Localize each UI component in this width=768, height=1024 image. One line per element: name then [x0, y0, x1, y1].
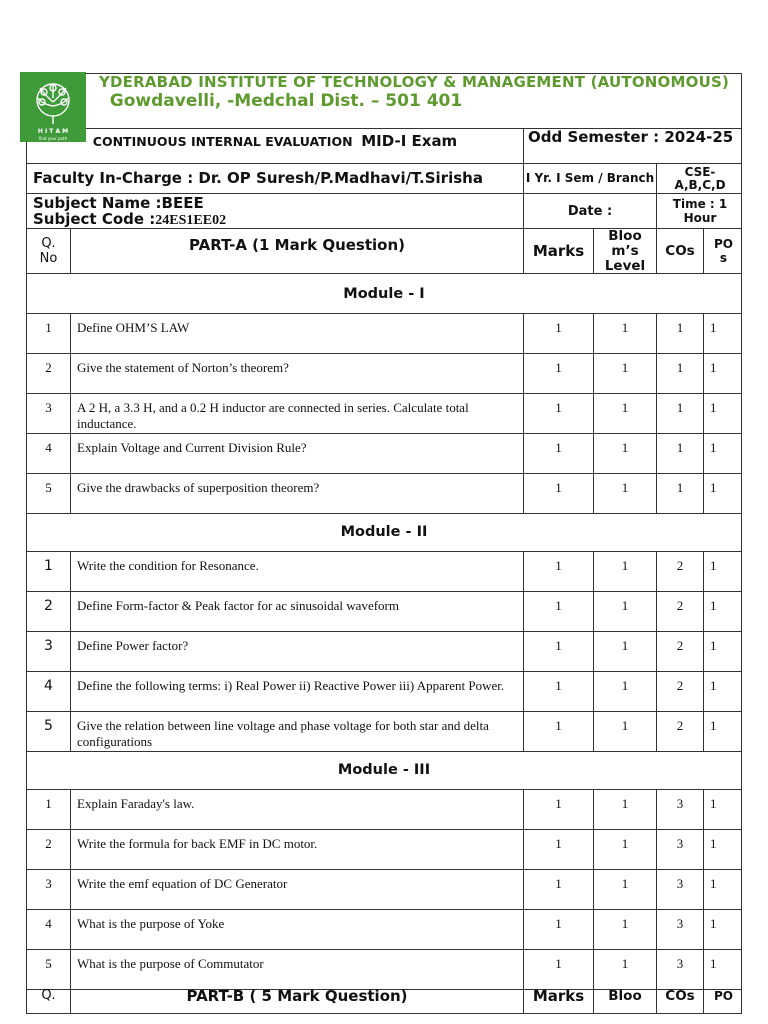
semester-cell: [523, 129, 743, 163]
question-po: 1: [703, 672, 743, 711]
exam-name: MID-I Exam: [361, 132, 458, 150]
exam-label: CONTINUOUS INTERNAL EVALUATION: [92, 134, 353, 149]
question-blooms-level: 1: [593, 950, 656, 989]
question-text: Explain Faraday's law.: [70, 790, 523, 829]
question-marks: 1: [523, 552, 593, 591]
question-co: 3: [656, 950, 703, 989]
question-po: 1: [703, 870, 743, 909]
part-b-header-row: [26, 984, 742, 1014]
question-number: 1: [45, 796, 52, 811]
blooms-header: [593, 229, 656, 273]
question-blooms-level: 1: [593, 712, 656, 751]
semester-text: Odd Semester : 2024-25: [528, 128, 734, 146]
question-co: 1: [656, 314, 703, 353]
question-blooms-level: 1: [593, 592, 656, 631]
question-number: 2: [44, 598, 53, 614]
question-text: Write the condition for Resonance.: [70, 552, 523, 591]
part-b-pos-text: PO: [714, 989, 733, 1003]
question-co: 3: [656, 790, 703, 829]
question-co: 2: [656, 592, 703, 631]
question-co: 2: [656, 632, 703, 671]
question-marks: 1: [523, 474, 593, 513]
part-b-qno-text: Q.: [41, 988, 56, 1003]
question-text: Write the formula for back EMF in DC motor.: [70, 830, 523, 869]
question-number: 4: [44, 678, 53, 694]
question-marks: 1: [523, 830, 593, 869]
logo-text: H I T A M: [37, 128, 69, 135]
question-blooms-level: 1: [593, 314, 656, 353]
faculty-row: [26, 164, 742, 194]
question-co: 1: [656, 354, 703, 393]
subject-cell: [27, 194, 523, 228]
question-row: [26, 790, 742, 830]
question-blooms-level: 1: [593, 552, 656, 591]
question-row: [26, 870, 742, 910]
part-b-blooms: [593, 984, 656, 1013]
part-b-qno: [27, 984, 70, 1013]
question-blooms-level: 1: [593, 394, 656, 433]
question-co: 2: [656, 552, 703, 591]
cos-header-text: COs: [665, 243, 695, 259]
question-text: A 2 H, a 3.3 H, and a 0.2 H inductor are connected in series. Calculate total inductance.: [70, 394, 523, 433]
faculty-text: Faculty In-Charge : Dr. OP Suresh/P.Madhavi/T.Sirisha: [33, 169, 483, 187]
question-blooms-level: 1: [593, 870, 656, 909]
question-marks: 1: [523, 394, 593, 433]
question-marks: 1: [523, 950, 593, 989]
question-number: 1: [44, 558, 53, 574]
subject-code: 24ES1EE02: [155, 213, 227, 228]
question-blooms-level: 1: [593, 790, 656, 829]
question-co: 1: [656, 474, 703, 513]
question-marks: 1: [523, 870, 593, 909]
question-blooms-level: 1: [593, 354, 656, 393]
question-row: [26, 474, 742, 514]
module-title: Module - III: [337, 761, 431, 778]
question-marks: 1: [523, 354, 593, 393]
exam-label-cell: [27, 129, 523, 163]
question-blooms-level: 1: [593, 632, 656, 671]
question-number: 5: [45, 956, 52, 971]
branch-cell: [656, 164, 743, 193]
question-text: Give the statement of Norton’s theorem?: [70, 354, 523, 393]
part-b-cos-text: COs: [665, 988, 695, 1004]
part-b-blooms-text: Bloo: [608, 988, 642, 1004]
question-marks: 1: [523, 592, 593, 631]
title-row: [26, 73, 742, 128]
question-row: [26, 592, 742, 632]
question-po: 1: [703, 830, 743, 869]
marks-header: [523, 229, 593, 273]
question-text: Define Form-factor & Peak factor for ac sinusoidal waveform: [70, 592, 523, 631]
question-po: 1: [703, 592, 743, 631]
pos-header-text: PO s: [714, 237, 733, 265]
question-po: 1: [703, 314, 743, 353]
question-co: 1: [656, 394, 703, 433]
subject-row: [26, 194, 742, 229]
question-number: 3: [44, 638, 53, 654]
part-a-title-text: PART-A (1 Mark Question): [188, 236, 406, 254]
question-number: 3: [45, 400, 52, 415]
question-po: 1: [703, 790, 743, 829]
part-b-cos: [656, 984, 703, 1013]
question-row: [26, 394, 742, 434]
question-number: 3: [45, 876, 52, 891]
question-text: Give the drawbacks of superposition theorem?: [70, 474, 523, 513]
part-b-marks-text: Marks: [532, 987, 585, 1005]
module-title: Module - II: [340, 523, 428, 540]
question-co: 3: [656, 910, 703, 949]
question-blooms-level: 1: [593, 474, 656, 513]
institute-logo: [20, 72, 86, 142]
question-marks: 1: [523, 632, 593, 671]
question-row: [26, 910, 742, 950]
tree-logo-icon: [20, 72, 86, 142]
question-po: 1: [703, 394, 743, 433]
question-number: 4: [45, 440, 52, 455]
question-text: Explain Voltage and Current Division Rule?: [70, 434, 523, 473]
question-text: Define Power factor?: [70, 632, 523, 671]
part-b-marks: [523, 984, 593, 1013]
question-po: 1: [703, 950, 743, 989]
question-text: Give the relation between line voltage and phase voltage for both star and delta configurations: [70, 712, 523, 751]
subject-name: Subject Name :BEEE: [33, 194, 204, 212]
qno-header: [27, 229, 70, 273]
question-co: 1: [656, 434, 703, 473]
module-title-row: [26, 512, 742, 552]
time-text: Time : 1 Hour: [672, 197, 728, 225]
qno-header-text: Q. No: [39, 236, 58, 266]
question-po: 1: [703, 910, 743, 949]
question-row: [26, 552, 742, 592]
part-b-title: [70, 984, 523, 1013]
part-a-header-row: [26, 229, 742, 274]
question-po: 1: [703, 712, 743, 751]
question-number: 4: [45, 916, 52, 931]
question-co: 3: [656, 830, 703, 869]
question-row: [26, 632, 742, 672]
question-po: 1: [703, 434, 743, 473]
question-number: 2: [45, 836, 52, 851]
question-marks: 1: [523, 712, 593, 751]
question-co: 3: [656, 870, 703, 909]
question-po: 1: [703, 474, 743, 513]
module-title-row: [26, 274, 742, 314]
question-co: 2: [656, 672, 703, 711]
question-text: What is the purpose of Yoke: [70, 910, 523, 949]
date-cell: [523, 194, 656, 228]
faculty-cell: [27, 164, 523, 193]
pos-header: [703, 229, 743, 273]
question-number: 2: [45, 360, 52, 375]
year-sem-cell: [523, 164, 656, 193]
question-blooms-level: 1: [593, 830, 656, 869]
question-text: What is the purpose of Commutator: [70, 950, 523, 989]
question-blooms-level: 1: [593, 672, 656, 711]
cos-header: [656, 229, 703, 273]
question-marks: 1: [523, 434, 593, 473]
exam-row: [26, 128, 742, 164]
question-row: [26, 672, 742, 712]
question-po: 1: [703, 552, 743, 591]
marks-header-text: Marks: [532, 242, 585, 260]
question-blooms-level: 1: [593, 434, 656, 473]
blooms-header-text: Bloo m’s Level: [604, 227, 646, 274]
question-row: [26, 434, 742, 474]
date-label: Date :: [567, 203, 613, 219]
question-text: Define the following terms: i) Real Power ii) Reactive Power iii) Apparent Power.: [70, 672, 523, 711]
question-text: Write the emf equation of DC Generator: [70, 870, 523, 909]
year-sem-text: I Yr. I Sem / Branch: [525, 171, 655, 185]
question-row: [26, 314, 742, 354]
question-marks: 1: [523, 672, 593, 711]
question-number: 1: [45, 320, 52, 335]
question-po: 1: [703, 354, 743, 393]
question-marks: 1: [523, 314, 593, 353]
question-marks: 1: [523, 790, 593, 829]
question-text: Define OHM’S LAW: [70, 314, 523, 353]
part-b-title-text: PART-B ( 5 Mark Question): [186, 987, 408, 1005]
question-po: 1: [703, 632, 743, 671]
question-blooms-level: 1: [593, 910, 656, 949]
part-a-title: [70, 229, 523, 273]
question-co: 2: [656, 712, 703, 751]
module-title-row: [26, 750, 742, 790]
branch-text: CSE-A,B,C,D: [674, 164, 726, 192]
part-b-pos: [703, 984, 743, 1013]
question-number: 5: [45, 480, 52, 495]
module-title: Module - I: [343, 285, 425, 302]
institute-address: Gowdavelli, -Medchal Dist. – 501 401: [109, 91, 463, 111]
logo-tagline: find your path: [38, 136, 68, 141]
question-row: [26, 712, 742, 752]
institute-name: YDERABAD INSTITUTE OF TECHNOLOGY & MANAGEMENT (AUTONOMOUS): [98, 73, 730, 91]
question-marks: 1: [523, 910, 593, 949]
question-row: [26, 830, 742, 870]
question-number: 5: [44, 718, 53, 734]
subject-code-label: Subject Code :: [33, 210, 156, 228]
question-row: [26, 354, 742, 394]
time-cell: [656, 194, 743, 228]
